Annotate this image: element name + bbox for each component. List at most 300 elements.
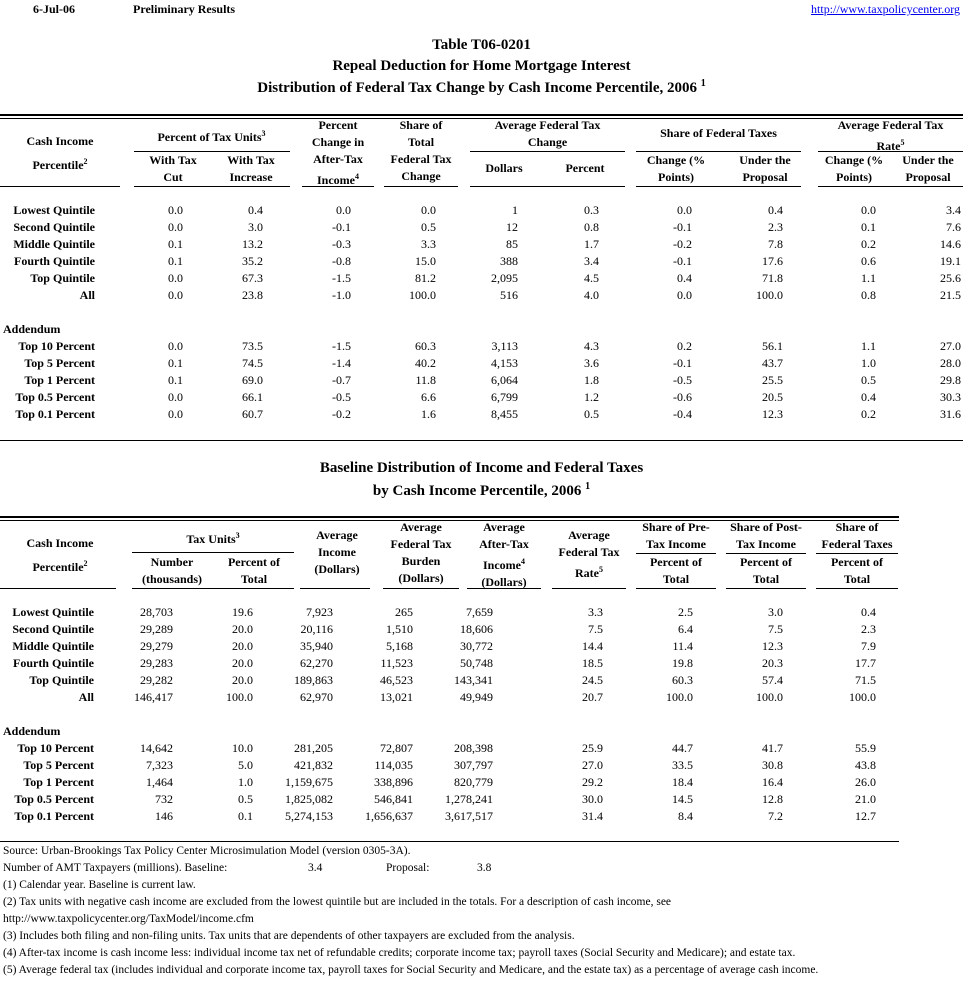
table-cell: 0.5 xyxy=(421,220,436,234)
table-cell: 0.0 xyxy=(861,203,876,217)
table-cell: 12.3 xyxy=(762,407,783,421)
table-cell: 0.8 xyxy=(861,288,876,302)
table-cell: 7,659 xyxy=(466,605,493,619)
table-cell: 0.5 xyxy=(584,407,599,421)
table-cell: 100.0 xyxy=(666,690,693,704)
table-cell: 7.6 xyxy=(946,220,961,234)
header-text: Rate xyxy=(575,566,599,580)
col-percentile-header xyxy=(0,133,120,174)
row-label: Top 10 Percent xyxy=(18,339,95,353)
table-cell: 60.3 xyxy=(672,673,693,687)
header-line: Cut xyxy=(163,170,183,184)
table-cell: 21.5 xyxy=(940,288,961,302)
table-cell: 307,797 xyxy=(454,758,493,772)
table-cell: 29.8 xyxy=(940,373,961,387)
table-cell: 6,064 xyxy=(491,373,518,387)
table-cell: 44.7 xyxy=(672,741,693,755)
report-status: Preliminary Results xyxy=(133,2,236,16)
table-cell: 60.3 xyxy=(415,339,436,353)
table-cell: 12.3 xyxy=(762,639,783,653)
table-cell: 3.3 xyxy=(588,605,603,619)
rule xyxy=(816,553,898,554)
table-cell: 6,799 xyxy=(491,390,518,404)
table-cell: 7.8 xyxy=(768,237,783,251)
rule xyxy=(0,588,116,589)
table-cell: 0.4 xyxy=(248,203,263,217)
table-cell: 7,323 xyxy=(146,758,173,772)
header-text: Percent of Tax Units xyxy=(157,130,262,144)
table-cell: 50,748 xyxy=(460,656,493,670)
col-pct-of-total xyxy=(213,554,295,588)
table-cell: -0.1 xyxy=(673,254,692,268)
rule xyxy=(0,186,120,187)
table-cell: 1.1 xyxy=(861,339,876,353)
header-text: Income xyxy=(483,558,521,572)
col-share-pre-pct xyxy=(636,554,716,588)
footnote-2: (2) Tax units with negative cash income are excluded from the lowest quintile but are included in the totals. For a description of cash income, see xyxy=(3,896,672,908)
table-cell: 19.6 xyxy=(232,605,253,619)
footnote-ref: 3 xyxy=(261,129,266,138)
rule xyxy=(726,588,806,589)
row-label: Middle Quintile xyxy=(13,237,95,251)
table-cell: 71.5 xyxy=(855,673,876,687)
tpc-website-link[interactable]: http://www.taxpolicycenter.org xyxy=(811,2,960,16)
table-cell: 265 xyxy=(395,605,413,619)
header-line: Burden xyxy=(401,554,441,568)
table-cell: -0.2 xyxy=(673,237,692,251)
row-label: Top 0.5 Percent xyxy=(15,390,95,404)
table-cell: 2.3 xyxy=(768,220,783,234)
rule xyxy=(132,552,294,553)
row-label: Top Quintile xyxy=(30,271,95,285)
table-cell: 208,398 xyxy=(454,741,493,755)
table-cell: 0.0 xyxy=(168,220,183,234)
header-line: After-Tax xyxy=(479,537,529,551)
table-cell: -1.4 xyxy=(332,356,351,370)
table-cell: 0.0 xyxy=(168,203,183,217)
table-cell: 1.0 xyxy=(238,775,253,789)
row-label: Top 5 Percent xyxy=(24,356,95,370)
header-text: Percentile xyxy=(32,158,84,172)
table-cell: -0.6 xyxy=(673,390,692,404)
header-line: Share of Post- xyxy=(730,520,802,534)
table2-subtitle xyxy=(0,481,963,500)
table-cell: 17.6 xyxy=(762,254,783,268)
income-definition-link: http://www.taxpolicycenter.org/TaxModel/income.cfm xyxy=(3,913,254,925)
subtitle-text: by Cash Income Percentile, 2006 xyxy=(372,483,582,499)
table-cell: -0.4 xyxy=(673,407,692,421)
col-share-pre-tax xyxy=(636,519,716,553)
table-cell: 4.5 xyxy=(584,271,599,285)
table-cell: 57.4 xyxy=(762,673,783,687)
table-cell: 1,464 xyxy=(146,775,173,789)
col-rate-under-proposal xyxy=(893,152,963,186)
footnote-ref: 3 xyxy=(235,531,240,540)
table-cell: 1.0 xyxy=(861,356,876,370)
table-cell: 281,205 xyxy=(294,741,333,755)
col-group-avg-tax-rate xyxy=(818,117,963,155)
col-percentile-header xyxy=(0,535,120,576)
table-cell: 143,341 xyxy=(454,673,493,687)
row-label: Middle Quintile xyxy=(12,639,94,653)
table-cell: 20.0 xyxy=(232,639,253,653)
header-line xyxy=(467,553,541,574)
header-line: Under the xyxy=(739,153,791,167)
header-line: Change xyxy=(401,169,441,183)
table-cell: 12.7 xyxy=(855,809,876,823)
header-line: Tax Income xyxy=(736,537,796,551)
table-cell: 14,642 xyxy=(140,741,173,755)
table-cell: 14.5 xyxy=(672,792,693,806)
table-cell: -0.5 xyxy=(673,373,692,387)
row-label: Top 0.5 Percent xyxy=(14,792,94,806)
header-line: Percent of xyxy=(830,555,884,569)
footnote-ref: 5 xyxy=(599,565,603,574)
rule xyxy=(302,186,374,187)
table-cell: 4.0 xyxy=(584,288,599,302)
header-line: Share of Pre- xyxy=(642,520,710,534)
table-cell: 20.7 xyxy=(582,690,603,704)
table-cell: 16.4 xyxy=(762,775,783,789)
table-cell: 29,283 xyxy=(140,656,173,670)
header-line: Average xyxy=(316,528,358,542)
table-cell: 0.0 xyxy=(677,203,692,217)
rule xyxy=(818,151,963,152)
table-cell: 1,159,675 xyxy=(285,775,333,789)
table-cell: 29,279 xyxy=(140,639,173,653)
report-date: 6-Jul-06 xyxy=(33,2,75,16)
table-cell: 2.3 xyxy=(861,622,876,636)
header-line: Change (% xyxy=(646,153,706,167)
row-label: All xyxy=(79,288,95,302)
rule xyxy=(636,553,716,554)
header-line: Federal Tax xyxy=(390,537,452,551)
table-title: Repeal Deduction for Home Mortgage Interest xyxy=(332,58,631,74)
table-cell: 1 xyxy=(512,203,518,217)
table-cell: 100.0 xyxy=(849,690,876,704)
col-pct-change-after-tax xyxy=(302,117,374,189)
header-line xyxy=(0,555,120,576)
table-cell: 46,523 xyxy=(380,673,413,687)
header-line: (Dollars) xyxy=(398,571,444,585)
table-cell: 20.5 xyxy=(762,390,783,404)
table-cell: 546,841 xyxy=(374,792,413,806)
table-cell: 2,095 xyxy=(491,271,518,285)
table-cell: 43.8 xyxy=(855,758,876,772)
table-cell: 0.1 xyxy=(168,373,183,387)
table-cell: 8.4 xyxy=(678,809,693,823)
table-cell: 0.0 xyxy=(168,407,183,421)
table-cell: 0.2 xyxy=(861,407,876,421)
table-cell: 26.0 xyxy=(855,775,876,789)
table-cell: 7.2 xyxy=(768,809,783,823)
header-text: Tax Units xyxy=(186,532,236,546)
table-cell: 81.2 xyxy=(415,271,436,285)
col-avg-tax-burden xyxy=(383,519,459,587)
header-line: Federal Taxes xyxy=(821,537,893,551)
header-line: Percent of xyxy=(227,555,281,569)
col-group-tax-units xyxy=(132,527,294,548)
header-line: Under the xyxy=(902,153,954,167)
table-cell: 0.1 xyxy=(168,356,183,370)
table-cell: 11.4 xyxy=(672,639,693,653)
row-label: Top 5 Percent xyxy=(23,758,94,772)
header-line: Change in xyxy=(311,135,365,149)
table-cell: 11,523 xyxy=(380,656,413,670)
row-label: Fourth Quintile xyxy=(13,254,95,268)
header-line: Points) xyxy=(836,170,872,184)
header-line: Average xyxy=(483,520,525,534)
table-cell: -0.8 xyxy=(332,254,351,268)
table-cell: 1.6 xyxy=(421,407,436,421)
header-line: Total xyxy=(752,572,780,586)
header-line: Average xyxy=(400,520,442,534)
table-cell: 74.5 xyxy=(242,356,263,370)
table-cell: 0.0 xyxy=(168,390,183,404)
header-line: Proposal xyxy=(905,170,951,184)
col-avg-after-tax-income xyxy=(467,519,541,591)
header-line: With Tax xyxy=(227,153,275,167)
table-cell: 3.4 xyxy=(584,254,599,268)
rule xyxy=(818,186,963,187)
table-cell: 31.4 xyxy=(582,809,603,823)
col-share-fed-taxes xyxy=(816,519,898,553)
table-cell: 0.4 xyxy=(861,390,876,404)
table-cell: 0.0 xyxy=(168,288,183,302)
header-line: (Dollars) xyxy=(314,562,360,576)
header-text: Percentile xyxy=(32,560,84,574)
header-line: Increase xyxy=(229,170,273,184)
table-cell: 100.0 xyxy=(226,690,253,704)
table-cell: 10.0 xyxy=(232,741,253,755)
footnote-ref: 2 xyxy=(83,559,88,568)
table2-title: Baseline Distribution of Income and Federal Taxes xyxy=(319,460,644,476)
table-cell: 100.0 xyxy=(756,690,783,704)
header-line: Total xyxy=(843,572,871,586)
header-line: Tax Income xyxy=(646,537,706,551)
table-cell: 30.3 xyxy=(940,390,961,404)
rule xyxy=(384,186,458,187)
table-cell: 3,113 xyxy=(491,339,518,353)
footnote-ref: 1 xyxy=(585,481,591,492)
table-cell: 114,035 xyxy=(374,758,413,772)
table-cell: 29,282 xyxy=(140,673,173,687)
table-cell: 1.2 xyxy=(584,390,599,404)
table-cell: 85 xyxy=(506,237,518,251)
table-cell: 15.0 xyxy=(415,254,436,268)
header-line: With Tax xyxy=(149,153,197,167)
table-cell: 19.8 xyxy=(672,656,693,670)
table-cell: 25.5 xyxy=(762,373,783,387)
table-cell: 28.0 xyxy=(940,356,961,370)
table-cell: -1.5 xyxy=(332,339,351,353)
col-with-tax-increase xyxy=(212,152,290,186)
table-cell: 3.4 xyxy=(946,203,961,217)
rule xyxy=(383,588,459,589)
table-cell: 20,116 xyxy=(300,622,333,636)
header-line: Share of xyxy=(399,118,443,132)
rule xyxy=(134,186,290,187)
table-cell: 43.7 xyxy=(762,356,783,370)
footnote-ref: 2 xyxy=(83,157,88,166)
table-cell: 18.4 xyxy=(672,775,693,789)
table-cell: 25.6 xyxy=(940,271,961,285)
amt-proposal-label: Proposal: xyxy=(386,862,430,874)
table-cell: 49,949 xyxy=(460,690,493,704)
table-cell: 11.8 xyxy=(415,373,436,387)
table-cell: 6.6 xyxy=(421,390,436,404)
footnote-ref: 4 xyxy=(521,557,525,566)
table-cell: 1,825,082 xyxy=(285,792,333,806)
rule xyxy=(816,588,898,589)
table2-top-rule xyxy=(0,516,899,518)
subtitle-text: Distribution of Federal Tax Change by Cash Income Percentile, 2006 xyxy=(257,80,697,96)
table-cell: -0.1 xyxy=(332,220,351,234)
table-cell: 0.8 xyxy=(584,220,599,234)
table-cell: 1,510 xyxy=(386,622,413,636)
table-cell: 28,703 xyxy=(140,605,173,619)
addendum-label: Addendum xyxy=(3,322,61,336)
table-cell: -0.2 xyxy=(332,407,351,421)
table-cell: 66.1 xyxy=(242,390,263,404)
table-cell: 20.0 xyxy=(232,622,253,636)
table1-bottom-rule xyxy=(0,440,963,441)
table-cell: 33.5 xyxy=(672,758,693,772)
table-cell: -1.5 xyxy=(332,271,351,285)
row-label: Second Quintile xyxy=(13,220,95,234)
table-cell: 1.7 xyxy=(584,237,599,251)
header-line: Federal Tax xyxy=(390,152,452,166)
rule xyxy=(470,151,625,152)
table-cell: 27.0 xyxy=(940,339,961,353)
table-cell: 0.0 xyxy=(677,288,692,302)
header-line xyxy=(0,153,120,174)
table-cell: 29,289 xyxy=(140,622,173,636)
row-label: Top 0.1 Percent xyxy=(15,407,95,421)
table-cell: 3,617,517 xyxy=(445,809,493,823)
table-cell: 0.6 xyxy=(861,254,876,268)
rule xyxy=(636,588,716,589)
table-cell: 62,970 xyxy=(300,690,333,704)
table-cell: 0.4 xyxy=(677,271,692,285)
table-cell: 20.0 xyxy=(232,656,253,670)
table-cell: 820,779 xyxy=(454,775,493,789)
footnote-5: (5) Average federal tax (includes individual and corporate income tax, payroll taxes for Social Security and Medicare, and the estate tax) as a percentage of average cash income. xyxy=(3,964,819,976)
table-cell: 0.5 xyxy=(238,792,253,806)
table-cell: -0.1 xyxy=(673,356,692,370)
table-cell: 0.1 xyxy=(238,809,253,823)
table-cell: 516 xyxy=(500,288,518,302)
table-cell: 18,606 xyxy=(460,622,493,636)
table-cell: 71.8 xyxy=(762,271,783,285)
table-cell: 29.2 xyxy=(582,775,603,789)
table-cell: 5,274,153 xyxy=(285,809,333,823)
table-cell: 20.3 xyxy=(762,656,783,670)
table-cell: 0.1 xyxy=(861,220,876,234)
table-cell: 0.1 xyxy=(168,237,183,251)
table-cell: 31.6 xyxy=(940,407,961,421)
rule xyxy=(300,588,370,589)
col-with-tax-cut xyxy=(134,152,212,186)
table-cell: 41.7 xyxy=(762,741,783,755)
table-cell: 14.4 xyxy=(582,639,603,653)
row-label: All xyxy=(78,690,94,704)
source-note: Source: Urban-Brookings Tax Policy Center Microsimulation Model (version 0305-3A). xyxy=(3,845,411,857)
table-cell: 73.5 xyxy=(242,339,263,353)
table-cell: 100.0 xyxy=(409,288,436,302)
header-line xyxy=(552,561,626,582)
header-line: Cash Income xyxy=(26,134,94,148)
col-group-avg-tax-change xyxy=(470,117,625,151)
table-cell: -0.1 xyxy=(673,220,692,234)
table-cell: 8,455 xyxy=(491,407,518,421)
table-cell: 338,896 xyxy=(374,775,413,789)
table-cell: 3.0 xyxy=(248,220,263,234)
amt-proposal-value: 3.8 xyxy=(477,862,492,874)
table-cell: 30.0 xyxy=(582,792,603,806)
rule xyxy=(467,588,541,589)
table-cell: 3.3 xyxy=(421,237,436,251)
table-cell: 35,940 xyxy=(300,639,333,653)
header-line: Federal Tax xyxy=(558,545,620,559)
footnote-1: (1) Calendar year. Baseline is current law. xyxy=(3,879,196,891)
header-line: Average Federal Tax xyxy=(494,118,601,132)
table-cell: 55.9 xyxy=(855,741,876,755)
table-cell: 388 xyxy=(500,254,518,268)
table-cell: 18.5 xyxy=(582,656,603,670)
table-cell: 69.0 xyxy=(242,373,263,387)
header-line: Share of xyxy=(835,520,879,534)
table-cell: 6.4 xyxy=(678,622,693,636)
table-cell: 67.3 xyxy=(242,271,263,285)
col-dollars: Dollars xyxy=(485,161,523,175)
table-cell: 12.8 xyxy=(762,792,783,806)
table-cell: 25.9 xyxy=(582,741,603,755)
table-cell: 0.5 xyxy=(861,373,876,387)
col-share-post-pct xyxy=(726,554,806,588)
col-share-fed-pct xyxy=(816,554,898,588)
table-cell: -1.0 xyxy=(332,288,351,302)
footnote-ref: 4 xyxy=(355,172,359,181)
table-cell: -0.5 xyxy=(332,390,351,404)
header-line: Income xyxy=(318,545,356,559)
table-cell: 3.6 xyxy=(584,356,599,370)
col-share-total-change xyxy=(384,117,458,185)
table-cell: 0.0 xyxy=(421,203,436,217)
table-id: Table T06-0201 xyxy=(432,37,531,53)
rule xyxy=(726,553,806,554)
rule xyxy=(552,588,626,589)
table-cell: 19.1 xyxy=(940,254,961,268)
table-cell: 1,656,637 xyxy=(365,809,413,823)
header-line: Number xyxy=(150,555,194,569)
top-rule xyxy=(0,114,963,116)
col-rate-change-pts xyxy=(818,152,890,186)
header-line: Total xyxy=(240,572,268,586)
table-cell: 56.1 xyxy=(762,339,783,353)
rule xyxy=(636,151,801,152)
table-cell: 146,417 xyxy=(134,690,173,704)
footnote-ref: 1 xyxy=(700,78,706,89)
table-cell: 35.2 xyxy=(242,254,263,268)
table-cell: 146 xyxy=(155,809,173,823)
table-cell: 0.0 xyxy=(168,339,183,353)
col-percent: Percent xyxy=(565,161,605,175)
header-line: After-Tax xyxy=(313,152,363,166)
table-cell: 732 xyxy=(155,792,173,806)
header-line: Change (% xyxy=(824,153,884,167)
table-cell: 2.5 xyxy=(678,605,693,619)
